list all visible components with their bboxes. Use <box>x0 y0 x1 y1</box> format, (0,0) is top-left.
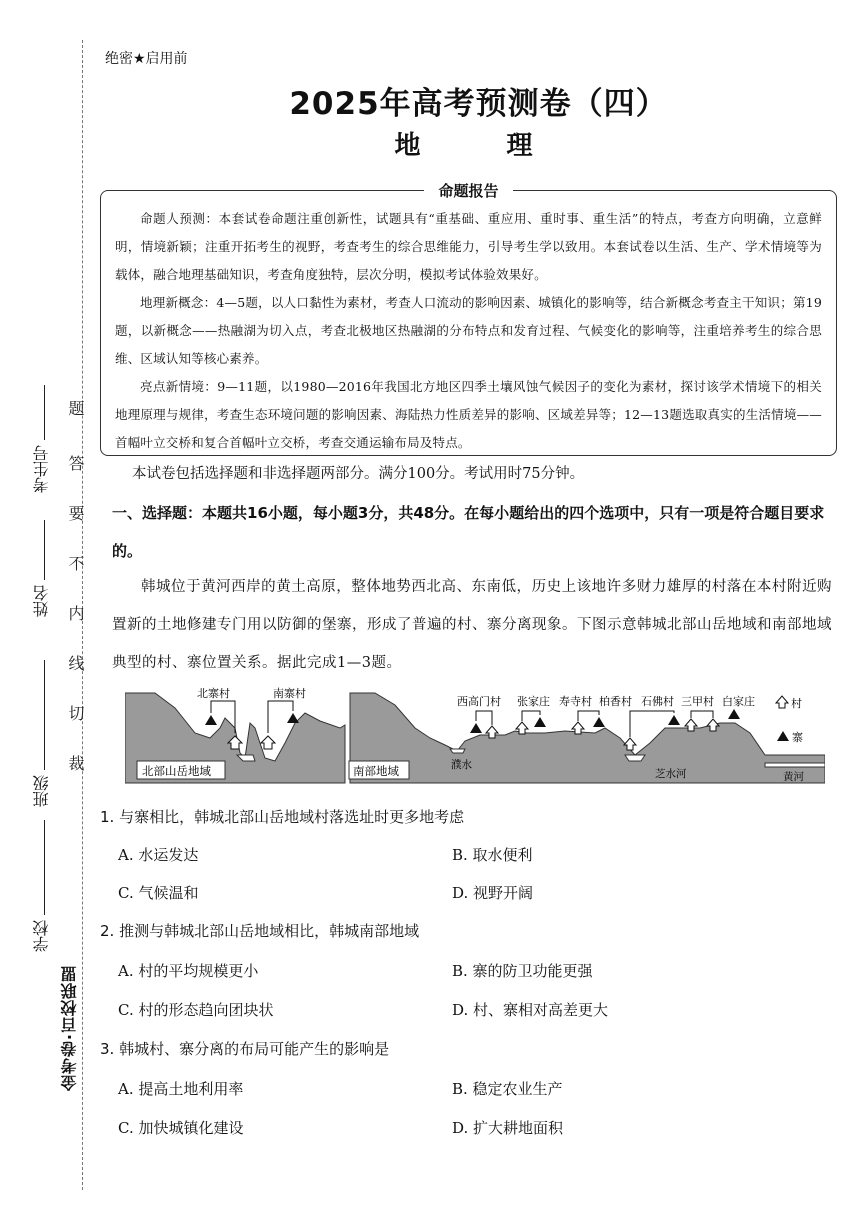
report-box <box>100 182 837 456</box>
fort-icon <box>205 715 217 725</box>
field-school: 学校 <box>32 920 51 952</box>
river-label: 濮水 <box>451 759 472 771</box>
report-paragraph: 命题人预测：本套试卷命题注重创新性，试题具有“重基础、重应用、重时事、重生活”的特点，考查方向明确，立意鲜明，情境新颖；注重开拓考生的视野，考查考生的综合思维能力，引导考生学以致用。本套试卷以生活、生产、学术情境等为载体，融合地理基础知识，考查角度独特，层次分明，模拟考试体验效果好。 <box>115 211 822 282</box>
question-stem: 2. 推测与韩城北部山岳地域相比，韩城南部地域 <box>100 922 420 940</box>
cut-char: 裁 <box>66 755 85 771</box>
field-name: 姓名 <box>32 585 51 617</box>
village-label: 白家庄 <box>722 695 755 708</box>
village-label: 柏香村 <box>599 695 632 708</box>
option: A. 提高土地利用率 <box>118 1080 244 1098</box>
legend-fort-label: 寨 <box>792 731 803 744</box>
cut-char: 内 <box>66 605 85 621</box>
cut-char: 不 <box>66 555 85 571</box>
brand-label: 金考卷·百校联盟 <box>60 965 79 1092</box>
village-label: 北寨村 <box>197 687 230 700</box>
fort-icon <box>728 709 740 719</box>
river-zhishui <box>625 755 645 761</box>
fort-icon <box>287 713 299 723</box>
secret-note: 绝密★启用前 <box>105 51 188 67</box>
question-stem: 3. 韩城村、寨分离的布局可能产生的影响是 <box>100 1040 390 1058</box>
river-huang <box>765 763 825 767</box>
page-title: 2025年高考预测卷（四） <box>289 86 668 122</box>
option: C. 村的形态趋向团块状 <box>118 1001 274 1019</box>
report-paragraph: 地理新概念：4—5题，以人口黏性为素材，考查人口流动的影响因素、城镇化的影响等，结合新概念考查主干知识；第19题，以新概念——热融湖为切入点，考查北极地区热融湖的分布特点和发育过程、气候变化的影响等，注重培养考生的综合思维、区域认知等核心素养。 <box>115 295 822 366</box>
field-line <box>44 820 45 915</box>
report-title: 命题报告 <box>101 180 836 201</box>
village-fort-diagram <box>125 683 825 793</box>
reading-passage: 韩城位于黄河西岸的黄土高原，整体地势西北高、东南低，历史上该地许多财力雄厚的村落在本村附近购置新的土地修建专门用以防御的堡寨，形成了普遍的村、寨分离现象。下图示意韩城北部山岳地域和南部地域典型的村、寨位置关系。据此完成1—3题。 <box>112 579 832 671</box>
section-heading: 一、选择题：本题共16小题，每小题3分，共48分。在每小题给出的四个选项中，只有一项是符合题目要求的。 <box>112 504 825 560</box>
option: B. 稳定农业生产 <box>452 1080 563 1098</box>
river-label: 芝水河 <box>655 768 687 780</box>
village-label: 张家庄 <box>517 695 550 708</box>
cut-char: 要 <box>66 505 85 521</box>
option: B. 寨的防卫功能更强 <box>452 962 593 980</box>
exam-intro: 本试卷包括选择题和非选择题两部分。满分100分。考试用时75分钟。 <box>132 466 585 482</box>
legend-village-icon <box>776 696 788 708</box>
connector <box>578 711 599 721</box>
subject-title: 地 理 <box>394 131 563 161</box>
option: D. 视野开阔 <box>452 884 534 902</box>
village-label: 西高门村 <box>457 695 501 708</box>
fort-icon <box>668 715 680 725</box>
cut-char: 题 <box>66 400 85 416</box>
option: A. 村的平均规模更小 <box>118 962 259 980</box>
binding-margin <box>0 0 95 1226</box>
connector <box>522 711 540 721</box>
south-label: 南部地域 <box>353 764 399 778</box>
village-label: 石佛村 <box>641 695 674 708</box>
legend-fort-icon <box>777 731 789 741</box>
connector <box>476 711 492 725</box>
question-stem: 1. 与寨相比，韩城北部山岳地域村落选址时更多地考虑 <box>100 808 465 826</box>
village-label: 南寨村 <box>273 687 306 700</box>
connector <box>691 711 713 718</box>
cut-char: 答 <box>66 455 85 471</box>
option: C. 加快城镇化建设 <box>118 1119 244 1137</box>
fort-icon <box>470 723 482 733</box>
village-icon <box>261 736 275 749</box>
field-line <box>44 660 45 770</box>
field-class: 班级 <box>32 775 51 807</box>
village-label: 三甲村 <box>681 695 714 708</box>
field-line <box>44 385 45 440</box>
field-candidate-number: 考生号 <box>32 445 51 493</box>
option: D. 村、寨相对高差更大 <box>452 1001 609 1019</box>
river-label: 黄河 <box>783 771 804 783</box>
option: A. 水运发达 <box>118 846 199 864</box>
option: C. 气候温和 <box>118 884 199 902</box>
option: D. 扩大耕地面积 <box>452 1119 564 1137</box>
north-label: 北部山岳地域 <box>142 764 211 778</box>
river-pu <box>450 749 465 753</box>
cut-char: 线 <box>66 655 85 671</box>
village-label: 寿寺村 <box>559 695 592 708</box>
cut-char: 切 <box>66 705 85 721</box>
report-paragraph: 亮点新情境：9—11题，以1980—2016年我国北方地区四季土壤风蚀气候因子的变化为素材，探讨该学术情境下的相关地理原理与规律，考查生态环境问题的影响因素、海陆热力性质差异的影响、区域差异等；12—13题选取真实的生活情境——首幅叶立交桥和复合首幅叶立交桥，考查交通运输布局及特点。 <box>115 379 822 450</box>
legend-village-label: 村 <box>791 697 802 710</box>
field-line <box>44 520 45 580</box>
fort-icon <box>593 717 605 727</box>
option: B. 取水便利 <box>452 846 533 864</box>
fort-icon <box>534 717 546 727</box>
connector <box>268 701 293 733</box>
